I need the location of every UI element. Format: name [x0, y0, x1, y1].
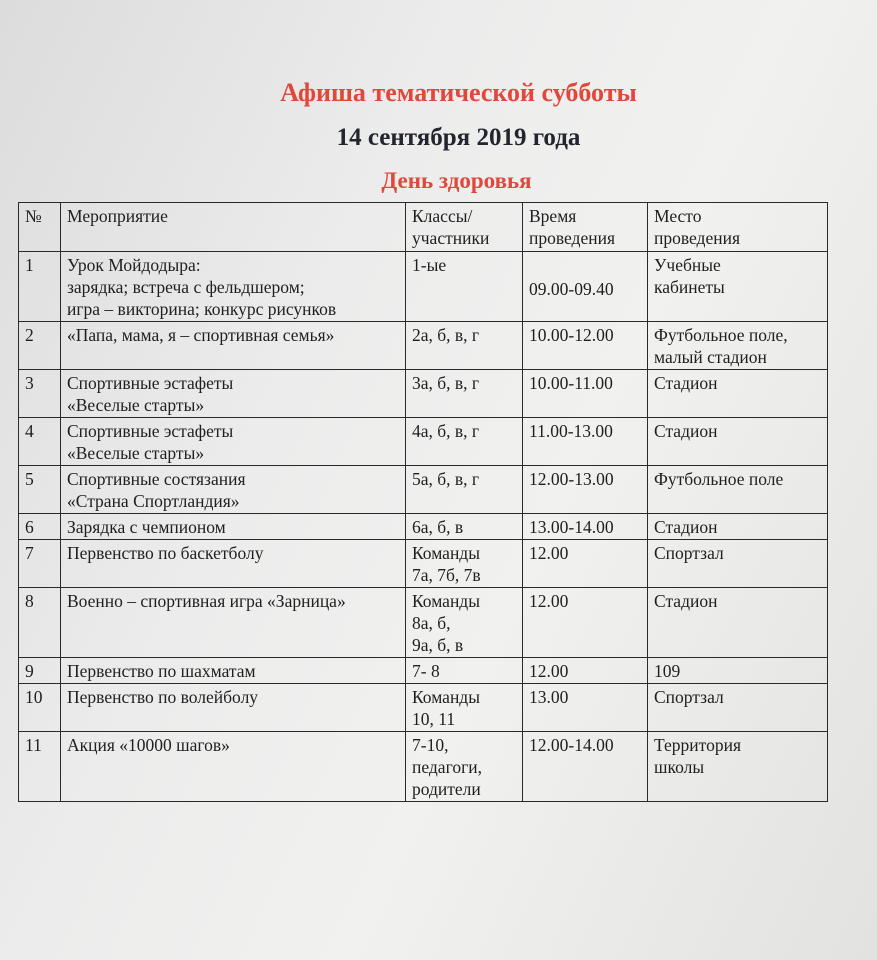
- row-classes: Команды 7а, 7б, 7в: [406, 540, 523, 588]
- row-place: Спортзал: [648, 540, 828, 588]
- row-place: Спортзал: [648, 684, 828, 732]
- row-time: 10.00-12.00: [523, 322, 648, 370]
- row-time: 12.00: [523, 658, 648, 684]
- row-number: 1: [19, 252, 61, 322]
- row-classes: 5а, б, в, г: [406, 466, 523, 514]
- table-row: [19, 252, 828, 322]
- row-event: Урок Мойдодыра: зарядка; встреча с фельдшером; игра – викторина; конкурс рисунков: [61, 252, 406, 322]
- schedule-table: [18, 202, 828, 802]
- row-event: Первенство по баскетболу: [61, 540, 406, 588]
- row-time: 11.00-13.00: [523, 418, 648, 466]
- row-classes: 3а, б, в, г: [406, 370, 523, 418]
- row-classes: Команды 8а, б, 9а, б, в: [406, 588, 523, 658]
- col-header-time: Время проведения: [523, 203, 648, 252]
- table-row: [19, 322, 828, 370]
- table-row: [19, 370, 828, 418]
- col-header-event: Мероприятие: [61, 203, 406, 252]
- row-event: Спортивные эстафеты «Веселые старты»: [61, 370, 406, 418]
- row-place: Стадион: [648, 370, 828, 418]
- row-event: Акция «10000 шагов»: [61, 732, 406, 802]
- row-classes: 6а, б, в: [406, 514, 523, 540]
- row-place: Стадион: [648, 418, 828, 466]
- row-place: Стадион: [648, 514, 828, 540]
- row-number: 3: [19, 370, 61, 418]
- row-place: Футбольное поле, малый стадион: [648, 322, 828, 370]
- row-classes: 7- 8: [406, 658, 523, 684]
- row-time: 12.00: [523, 540, 648, 588]
- col-header-place: Место проведения: [648, 203, 828, 252]
- row-event: Первенство по волейболу: [61, 684, 406, 732]
- table-header-row: [19, 203, 828, 252]
- row-event: Военно – спортивная игра «Зарница»: [61, 588, 406, 658]
- row-number: 9: [19, 658, 61, 684]
- poster-date: 14 сентября 2019 года: [336, 124, 581, 151]
- table-row: [19, 514, 828, 540]
- row-event: Первенство по шахматам: [61, 658, 406, 684]
- row-classes: 4а, б, в, г: [406, 418, 523, 466]
- table-row: [19, 732, 828, 802]
- row-time: 10.00-11.00: [523, 370, 648, 418]
- row-number: 8: [19, 588, 61, 658]
- row-classes: 7-10, педагоги, родители: [406, 732, 523, 802]
- poster-title: Афиша тематической субботы: [280, 78, 637, 107]
- table-row: [19, 540, 828, 588]
- row-place: Территория школы: [648, 732, 828, 802]
- row-place: Стадион: [648, 588, 828, 658]
- col-header-number: №: [19, 203, 61, 252]
- row-number: 2: [19, 322, 61, 370]
- col-header-classes: Классы/ участники: [406, 203, 523, 252]
- row-time: 13.00-14.00: [523, 514, 648, 540]
- row-time: 12.00: [523, 588, 648, 658]
- row-classes: Команды 10, 11: [406, 684, 523, 732]
- row-number: 10: [19, 684, 61, 732]
- row-number: 6: [19, 514, 61, 540]
- row-place: 109: [648, 658, 828, 684]
- row-classes: 1-ые: [406, 252, 523, 322]
- table-row: [19, 588, 828, 658]
- table-row: [19, 684, 828, 732]
- row-event: Спортивные эстафеты «Веселые старты»: [61, 418, 406, 466]
- row-number: 7: [19, 540, 61, 588]
- row-number: 11: [19, 732, 61, 802]
- row-event: Спортивные состязания «Страна Спортландия»: [61, 466, 406, 514]
- row-time: 13.00: [523, 684, 648, 732]
- row-number: 5: [19, 466, 61, 514]
- row-place: Футбольное поле: [648, 466, 828, 514]
- table-row: [19, 466, 828, 514]
- row-event: Зарядка с чемпионом: [61, 514, 406, 540]
- row-place: Учебные кабинеты: [648, 252, 828, 322]
- table-row: [19, 658, 828, 684]
- row-time: 12.00-14.00: [523, 732, 648, 802]
- row-time: 09.00-09.40: [523, 252, 648, 322]
- row-time: 12.00-13.00: [523, 466, 648, 514]
- row-classes: 2а, б, в, г: [406, 322, 523, 370]
- table-row: [19, 418, 828, 466]
- poster-subtitle: День здоровья: [381, 168, 532, 193]
- row-event: «Папа, мама, я – спортивная семья»: [61, 322, 406, 370]
- row-number: 4: [19, 418, 61, 466]
